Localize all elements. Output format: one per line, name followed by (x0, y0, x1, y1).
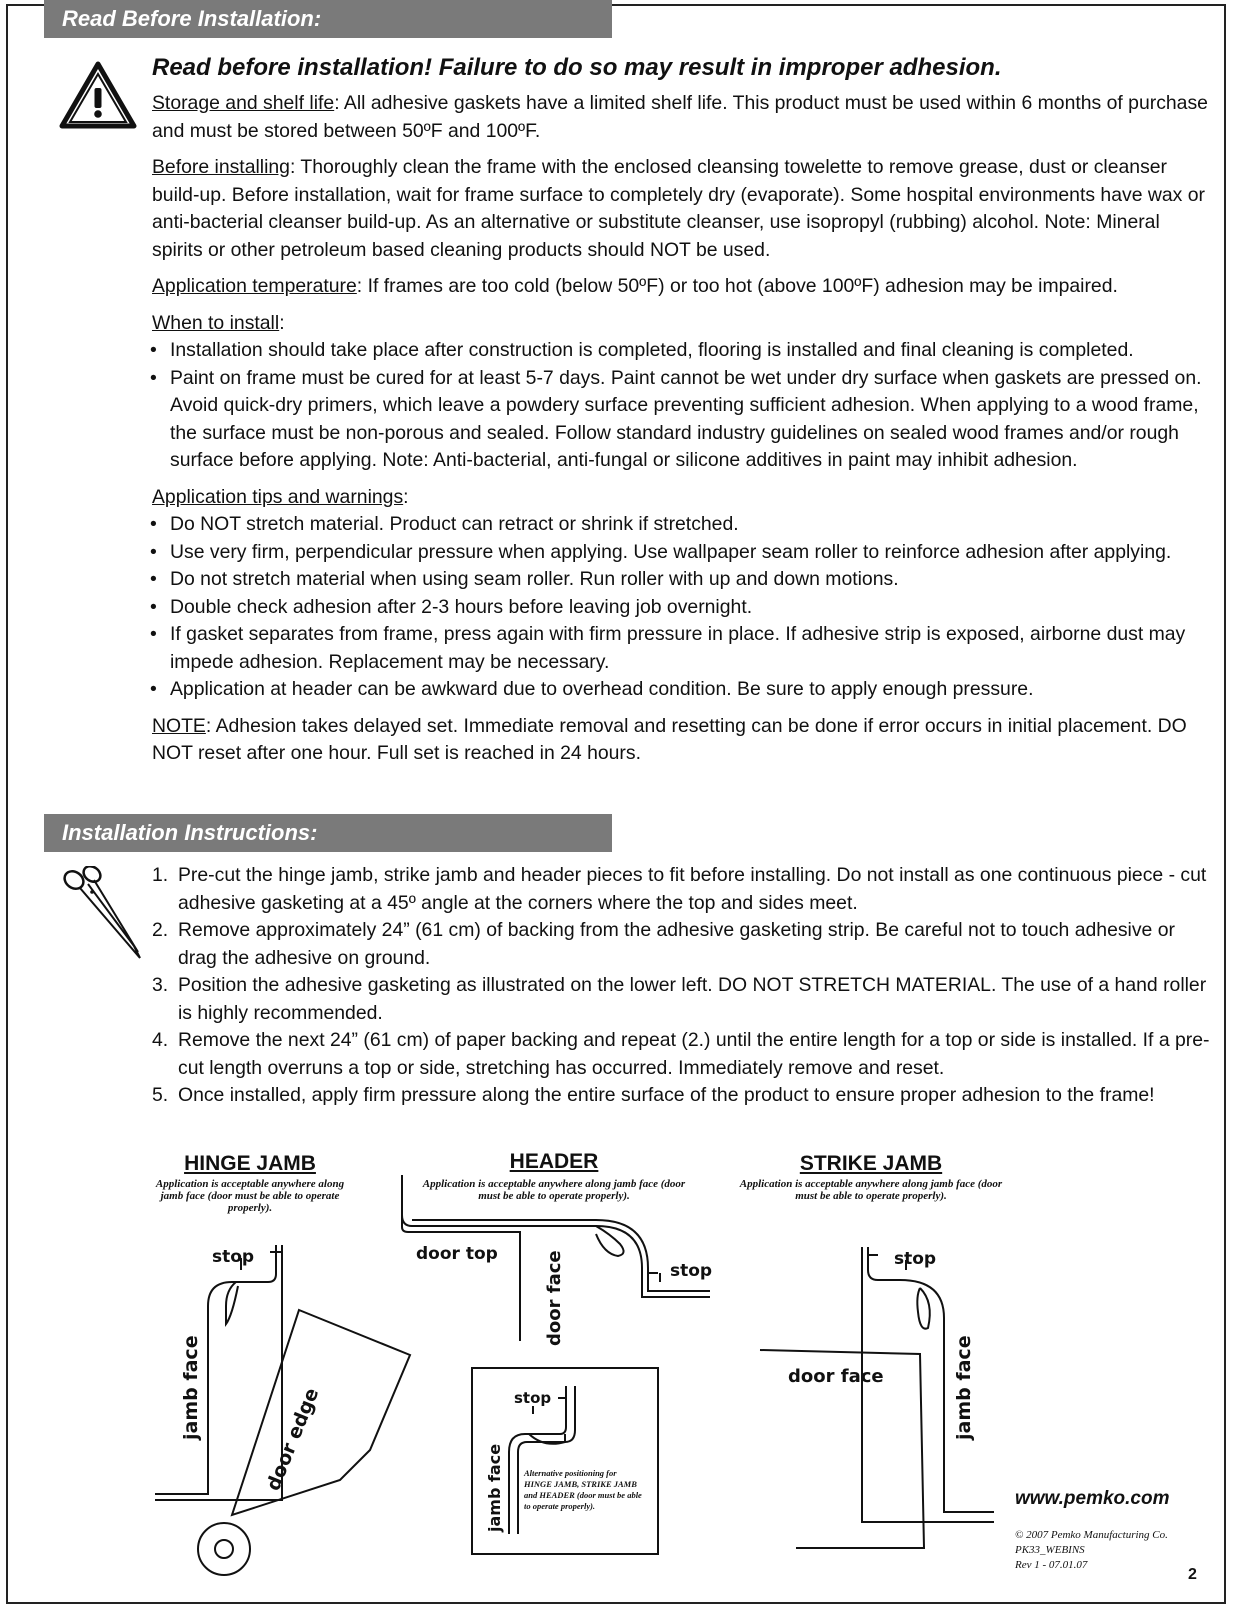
list-item: • Do NOT stretch material. Product can retract or shrink if stretched. (152, 511, 1212, 539)
step-number: 3. (152, 974, 169, 996)
jamb-face-label-strike: jamb face (953, 1335, 975, 1440)
storage-label: Storage and shelf life (152, 92, 335, 114)
door-top-label: door top (416, 1244, 498, 1264)
list-item: • Double check adhesion after 2-3 hours before leaving job overnight. (152, 594, 1212, 622)
stop-label-header: stop (670, 1261, 713, 1281)
stop-label-strike: stop (894, 1249, 937, 1269)
list-item: • Application at header can be awkward due to overhead condition. Be sure to apply enough pressure. (152, 676, 1212, 704)
page-number: 2 (1188, 1566, 1197, 1583)
jamb-face-label-alt: jamb face (485, 1443, 504, 1532)
step-number: 4. (152, 1029, 169, 1051)
app-temp-label: Application temperature (152, 275, 357, 297)
before-installing-text: : Thoroughly clean the frame with the enclosed cleansing towelette to remove grease, dust or cleanser build-up. Before installation, wait for frame surface to completely dry (evaporate). Some hospital environments have wax or anti-bacterial cleanser build-up. As an alternative or substitute cleanser, use isopropyl (rubbing) alcohol. Note: Mineral spirits or other petroleum based cleaning products should NOT be used. (152, 156, 1205, 261)
strike-jamb-note: Application is acceptable anywhere along jamb face (door must be able to operate properly). (739, 1178, 1003, 1202)
alt-positioning-note: Alternative positioning for HINGE JAMB, STRIKE JAMB and HEADER (door must be able to operate properly). (524, 1468, 642, 1511)
section-header-read-before: Read Before Installation: (44, 0, 612, 38)
step-number: 2. (152, 919, 169, 941)
header-note: Application is acceptable anywhere along jamb face (door must be able to operate properly). (422, 1178, 686, 1202)
when-install-colon: : (279, 311, 285, 334)
list-item: • Use very firm, perpendicular pressure when applying. Use wallpaper seam roller to reinforce adhesion after applying. (152, 539, 1212, 567)
jamb-face-label-hinge: jamb face (180, 1335, 202, 1440)
list-item: • Paint on frame must be cured for at least 5-7 days. Paint cannot be wet under dry surface when gaskets are pressed on. Avoid quick-dry primers, which leave a powdery surface preventing sufficient adhesion. When applying to a wood frame, the surface must be non-porous and sealed. Follow standard industry guidelines on sealed wood frames and/or rough surface before applying. Note: Anti-bacterial, anti-fungal or silicone additives in paint may inhibit adhesion. (152, 365, 1212, 475)
section-header-install: Installation Instructions: (44, 814, 612, 852)
note-text: : Adhesion takes delayed set. Immediate removal and resetting can be done if error occurs in initial placement. DO NOT reset after one hour. Full set is reached in 24 hours. (152, 714, 1187, 764)
tips-label: Application tips and warnings (152, 485, 404, 508)
step-number: 1. (152, 864, 169, 886)
when-install-label: When to install (152, 311, 280, 334)
door-face-label-strike: door face (788, 1366, 884, 1387)
list-item: • If gasket separates from frame, press again with firm pressure in place. If adhesive strip is exposed, airborne dust may impede adhesion. Replacement may be necessary. (152, 621, 1212, 676)
door-edge-label: door edge (262, 1384, 324, 1494)
header-title: HEADER (509, 1150, 599, 1173)
note-label: NOTE (152, 714, 206, 737)
step-text: Remove approximately 24” (61 cm) of backing from the adhesive gasketing strip. Be careful not to touch adhesive or drag the adhesive on ground. (178, 919, 1175, 969)
stop-label-alt: stop (514, 1389, 552, 1407)
copyright: © 2007 Pemko Manufacturing Co. (1015, 1529, 1168, 1541)
hinge-jamb-note: Application is acceptable anywhere along jamb face (door must be able to operate properly). (155, 1178, 345, 1214)
step-text: Once installed, apply firm pressure along the entire surface of the product to ensure proper adhesion to the frame! (178, 1084, 1155, 1106)
list-item: • Do not stretch material when using seam roller. Run roller with up and down motions. (152, 566, 1212, 594)
storage-text: : All adhesive gaskets have a limited shelf life. This product must be used within 6 months of purchase and must be stored between 50ºF and 100ºF. (152, 92, 1208, 142)
website-link[interactable]: www.pemko.com (1015, 1488, 1170, 1509)
app-temp-text: : If frames are too cold (below 50ºF) or too hot (above 100ºF) adhesion may be impaired. (356, 275, 1118, 297)
warning-heading: Read before installation! Failure to do so may result in improper adhesion. (152, 54, 1002, 81)
door-face-label-header: door face (544, 1250, 565, 1346)
tips-colon: : (403, 485, 409, 508)
step-number: 5. (152, 1084, 169, 1106)
step-text: Position the adhesive gasketing as illustrated on the lower left. DO NOT STRETCH MATERIAL. The use of a hand roller is highly recommended. (178, 974, 1207, 1024)
before-installing-label: Before installing (152, 156, 290, 178)
doc-id: PK33_WEBINS (1015, 1544, 1085, 1556)
list-item: • Installation should take place after construction is completed, flooring is installed and final cleaning is completed. (152, 337, 1212, 365)
stop-label-hinge: stop (212, 1247, 255, 1267)
step-text: Pre-cut the hinge jamb, strike jamb and header pieces to fit before installing. Do not install as one continuous piece - cut adhesive gasketing at a 45º angle at the corners where the top and sides meet. (178, 864, 1207, 914)
hinge-jamb-title: HINGE JAMB (184, 1152, 316, 1175)
step-text: Remove the next 24” (61 cm) of paper backing and repeat (2.) until the entire length for a top or side is installed. If a pre-cut length overruns a top or side, stretching has occurred. Immediately remove and reset. (178, 1029, 1210, 1079)
strike-jamb-title: STRIKE JAMB (799, 1152, 943, 1175)
revision: Rev 1 - 07.01.07 (1015, 1559, 1088, 1571)
